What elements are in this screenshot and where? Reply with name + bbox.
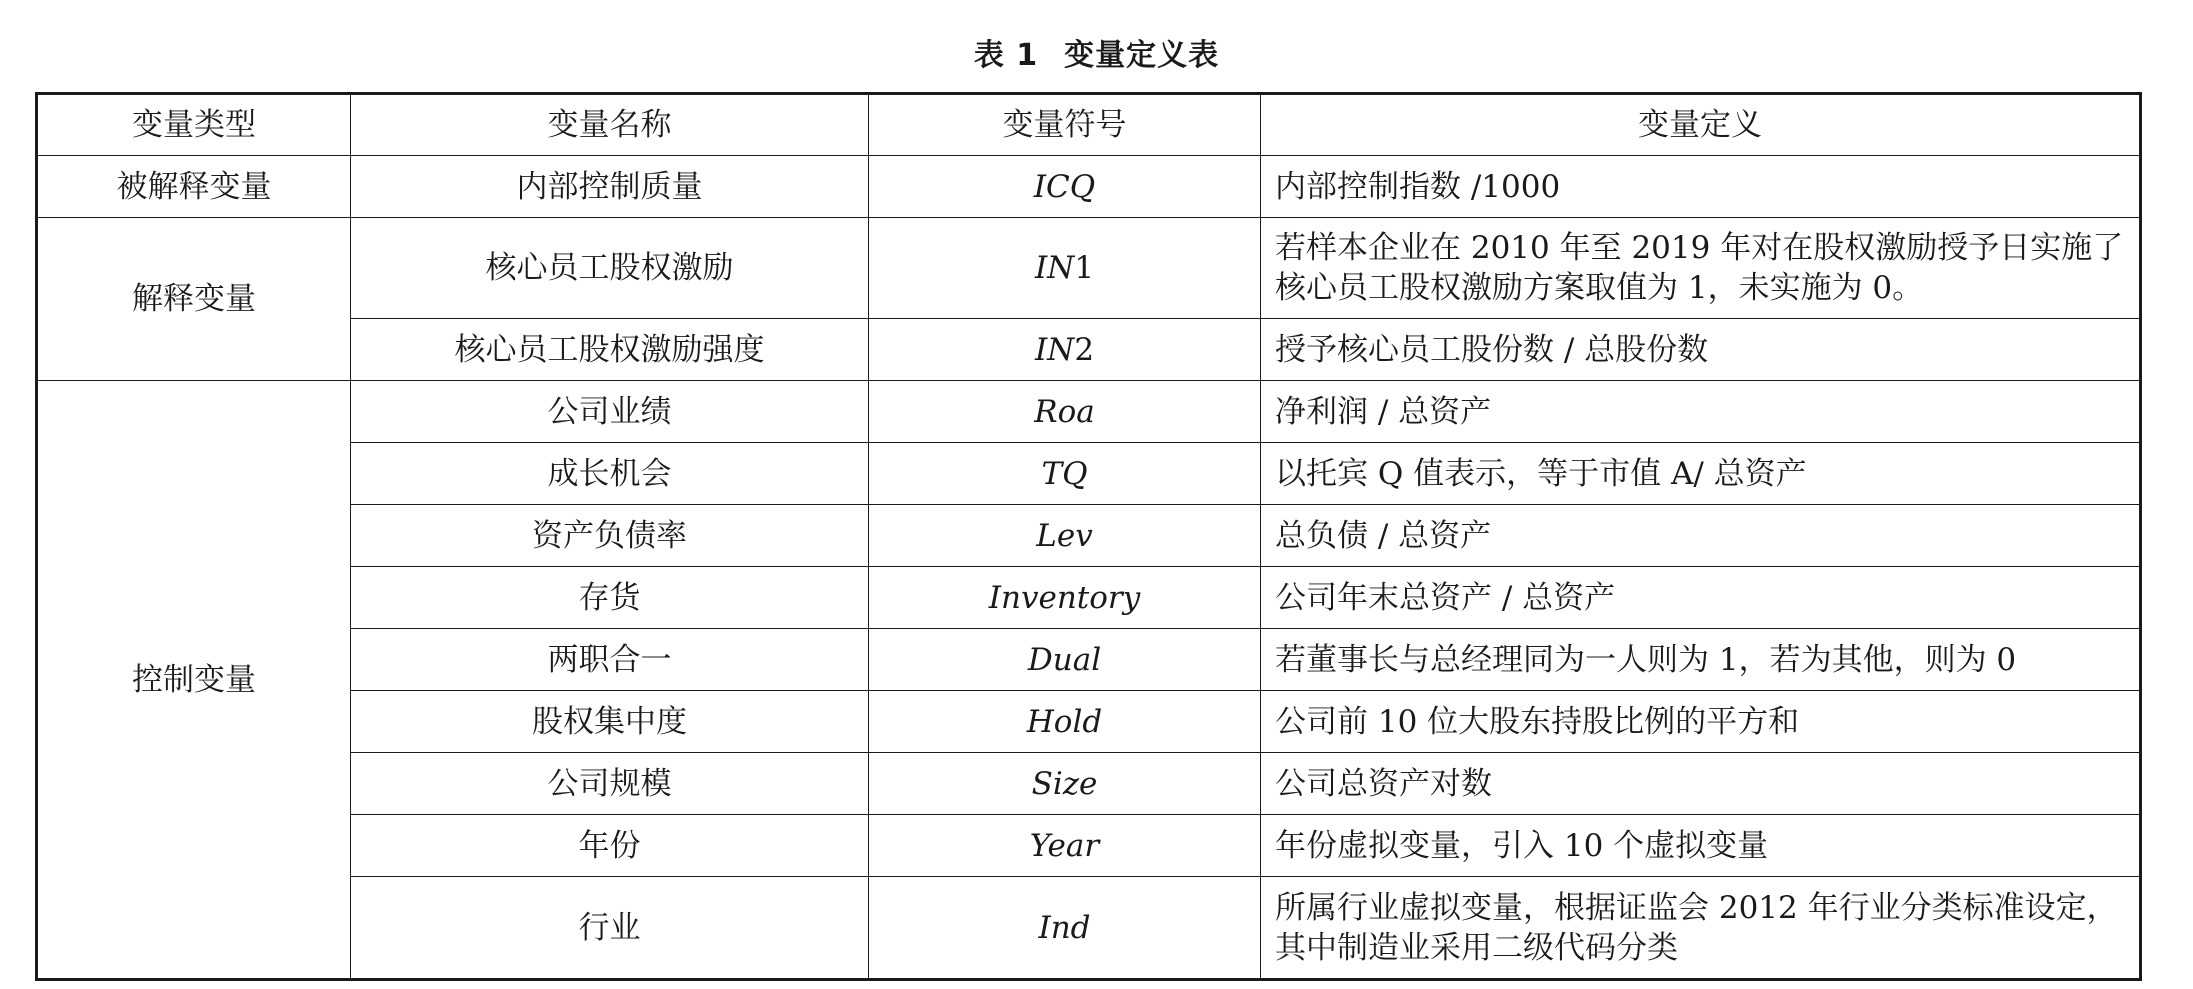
table-number: 表 1 (973, 38, 1039, 73)
header-variable-definition: 变量定义 (1261, 94, 2141, 156)
symbol-text: Year (1029, 827, 1100, 864)
variable-definition-cell: 若样本企业在 2010 年至 2019 年对在股权激励授予日实施了核心员工股权激励方案取值为 1，未实施为 0。 (1261, 218, 2141, 319)
table-row (37, 156, 2141, 218)
table-row (37, 567, 2141, 629)
table-row (37, 629, 2141, 691)
variable-name-cell: 两职合一 (351, 629, 869, 691)
header-variable-symbol: 变量符号 (869, 94, 1261, 156)
variable-definition-cell: 净利润 / 总资产 (1261, 381, 2141, 443)
variable-symbol-cell (869, 815, 1261, 877)
variable-name-cell: 资产负债率 (351, 505, 869, 567)
variable-symbol-cell (869, 691, 1261, 753)
variable-definition-table (35, 92, 2142, 981)
variable-name-cell: 公司规模 (351, 753, 869, 815)
table-row (37, 505, 2141, 567)
table-header-row (37, 94, 2141, 156)
symbol-suffix: 2 (1074, 331, 1095, 368)
variable-type-cell: 解释变量 (37, 218, 351, 381)
header-variable-name: 变量名称 (351, 94, 869, 156)
variable-symbol-cell (869, 629, 1261, 691)
variable-definition-cell: 授予核心员工股份数 / 总股份数 (1261, 319, 2141, 381)
variable-definition-cell: 公司前 10 位大股东持股比例的平方和 (1261, 691, 2141, 753)
variable-definition-cell: 年份虚拟变量，引入 10 个虚拟变量 (1261, 815, 2141, 877)
variable-name-cell: 核心员工股权激励强度 (351, 319, 869, 381)
table-row (37, 443, 2141, 505)
variable-name-cell: 存货 (351, 567, 869, 629)
table-caption (0, 36, 2193, 76)
variable-type-cell: 控制变量 (37, 381, 351, 980)
variable-symbol-cell (869, 381, 1261, 443)
table-row (37, 381, 2141, 443)
variable-name-cell: 成长机会 (351, 443, 869, 505)
variable-name-cell: 核心员工股权激励 (351, 218, 869, 319)
symbol-text: Ind (1038, 909, 1091, 946)
variable-symbol-cell (869, 156, 1261, 218)
variable-definition-cell: 总负债 / 总资产 (1261, 505, 2141, 567)
symbol-text: Dual (1027, 641, 1102, 678)
symbol-text: Size (1031, 765, 1098, 802)
table-row (37, 877, 2141, 980)
variable-symbol-cell (869, 567, 1261, 629)
symbol-text: Hold (1026, 703, 1103, 740)
variable-definition-cell: 内部控制指数 /1000 (1261, 156, 2141, 218)
symbol-text: IN (1034, 250, 1075, 286)
variable-symbol-cell (869, 319, 1261, 381)
table-row (37, 691, 2141, 753)
header-variable-type: 变量类型 (37, 94, 351, 156)
variable-name-cell: 内部控制质量 (351, 156, 869, 218)
table-row (37, 815, 2141, 877)
table-row (37, 319, 2141, 381)
symbol-text: IN (1034, 331, 1075, 368)
symbol-text: Lev (1036, 517, 1093, 554)
variable-symbol-cell (869, 443, 1261, 505)
variable-type-cell: 被解释变量 (37, 156, 351, 218)
variable-name-cell: 股权集中度 (351, 691, 869, 753)
variable-definition-cell: 公司总资产对数 (1261, 753, 2141, 815)
variable-symbol-cell (869, 505, 1261, 567)
table-row (37, 753, 2141, 815)
variable-definition-cell: 公司年末总资产 / 总资产 (1261, 567, 2141, 629)
variable-definition-cell: 所属行业虚拟变量，根据证监会 2012 年行业分类标准设定，其中制造业采用二级代码分类 (1261, 877, 2141, 980)
variable-symbol-cell (869, 753, 1261, 815)
symbol-text: ICQ (1033, 168, 1096, 205)
symbol-suffix: 1 (1074, 250, 1095, 286)
variable-definition-cell: 以托宾 Q 值表示，等于市值 A/ 总资产 (1261, 443, 2141, 505)
table-title: 变量定义表 (1064, 38, 1220, 73)
variable-name-cell: 行业 (351, 877, 869, 980)
symbol-text: Roa (1034, 393, 1095, 430)
symbol-text: TQ (1041, 455, 1088, 492)
variable-symbol-cell (869, 877, 1261, 980)
table-row (37, 218, 2141, 319)
variable-symbol-cell (869, 218, 1261, 319)
variable-definition-cell: 若董事长与总经理同为一人则为 1，若为其他，则为 0 (1261, 629, 2141, 691)
variable-name-cell: 公司业绩 (351, 381, 869, 443)
symbol-text: Inventory (988, 579, 1141, 616)
variable-name-cell: 年份 (351, 815, 869, 877)
